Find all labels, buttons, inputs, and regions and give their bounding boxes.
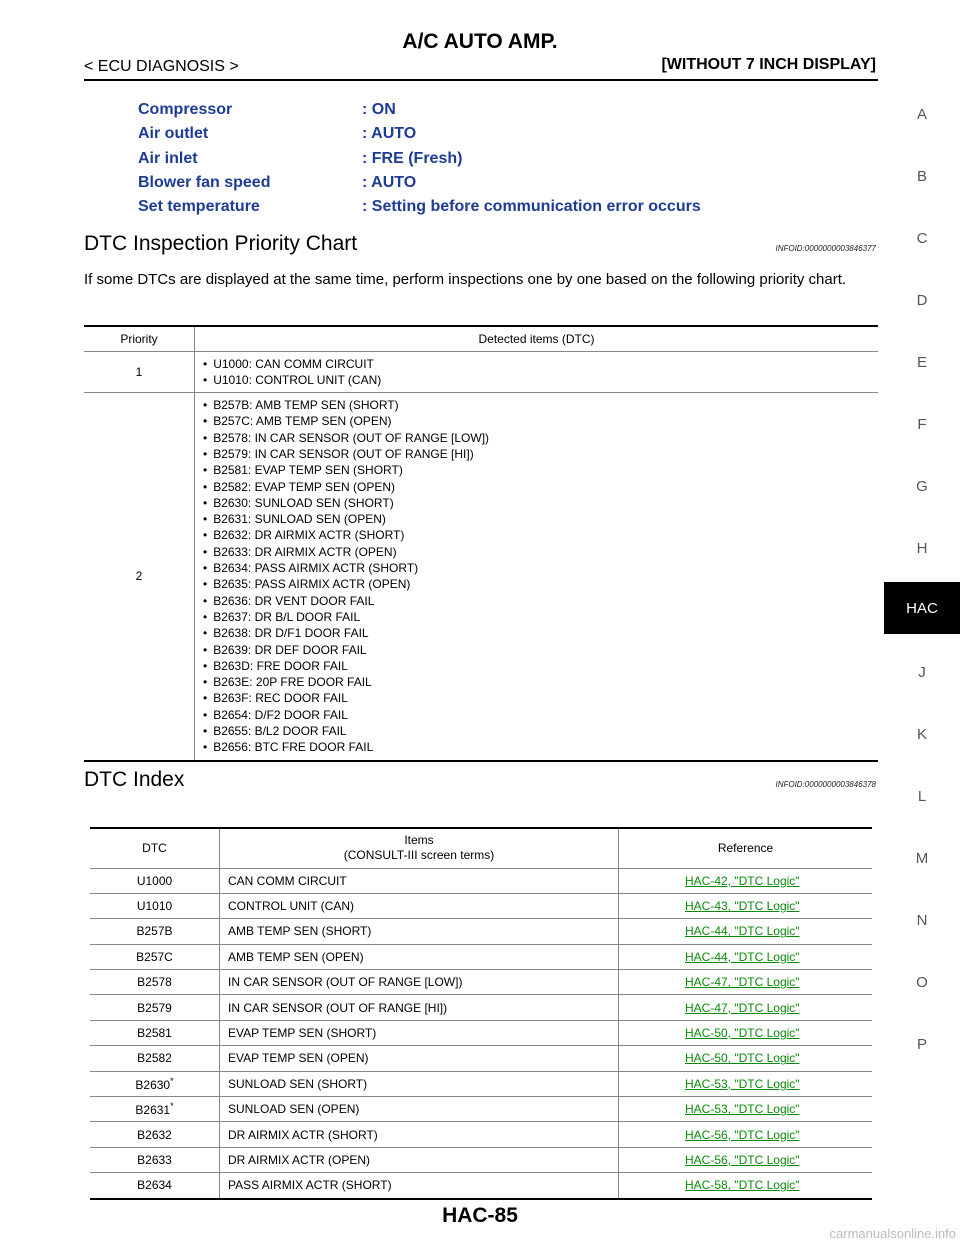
side-tab-e[interactable]: E xyxy=(916,354,927,371)
dtc-code-cell xyxy=(90,970,220,995)
dtc-row xyxy=(90,944,872,969)
dtc-code-cell xyxy=(90,919,220,944)
fail-safe-value: : Setting before communication error occurs xyxy=(362,198,701,216)
priority-chart-heading: DTC Inspection Priority Chart xyxy=(84,232,358,255)
dtc-item-cell: AMB TEMP SEN (SHORT) xyxy=(220,919,619,944)
terms-col-header-line2: (CONSULT-III screen terms) xyxy=(343,848,495,863)
fail-safe-label: Compressor xyxy=(138,101,233,118)
dtc-reference-cell xyxy=(619,1046,873,1071)
dtc-row xyxy=(90,1173,872,1199)
dtc-code-cell xyxy=(90,1173,220,1199)
dtc-item-cell: EVAP TEMP SEN (SHORT) xyxy=(220,1020,619,1045)
condition-label: [WITHOUT 7 INCH DISPLAY] xyxy=(661,56,876,73)
reference-col-header: Reference xyxy=(717,841,774,856)
fail-safe-label: Blower fan speed xyxy=(138,173,271,191)
dtc-item-cell: IN CAR SENSOR (OUT OF RANGE [LOW]) xyxy=(220,970,619,995)
terms-col-header xyxy=(220,828,619,868)
dtc-code: B2632 xyxy=(137,1127,172,1142)
dtc-code-cell xyxy=(90,893,220,918)
page-number: HAC-85 xyxy=(442,1204,518,1227)
dtc-item-cell: DR AIRMIX ACTR (OPEN) xyxy=(220,1147,619,1172)
side-tab-j[interactable]: J xyxy=(918,664,926,681)
detected-item: • B2631: SUNLOAD SEN (OPEN) xyxy=(203,511,878,527)
dtc-code-cell xyxy=(90,1046,220,1071)
dtc-item-cell: CONTROL UNIT (CAN) xyxy=(220,893,619,918)
dtc-reference-cell xyxy=(619,919,873,944)
dtc-reference-link[interactable]: HAC-43, "DTC Logic" xyxy=(685,899,800,914)
dtc-reference-cell xyxy=(619,1071,873,1096)
detected-items-cell xyxy=(195,393,879,761)
fail-safe-value: : ON xyxy=(362,101,396,118)
dtc-footnote-mark: * xyxy=(170,1101,174,1112)
dtc-reference-link[interactable]: HAC-53, "DTC Logic" xyxy=(685,1076,800,1091)
detected-item: • B2656: BTC FRE DOOR FAIL xyxy=(203,739,878,755)
dtc-row xyxy=(90,1097,872,1122)
dtc-code-cell xyxy=(90,1097,220,1122)
detected-item: • B2654: D/F2 DOOR FAIL xyxy=(203,707,878,723)
dtc-reference-link[interactable]: HAC-42, "DTC Logic" xyxy=(685,873,800,888)
dtc-code: B2633 xyxy=(137,1152,172,1167)
dtc-index-heading: DTC Index xyxy=(84,768,185,791)
dtc-code: B2579 xyxy=(137,1000,172,1015)
dtc-item-cell: CAN COMM CIRCUIT xyxy=(220,868,619,893)
dtc-col-header: DTC xyxy=(90,828,220,868)
detected-item: • B257C: AMB TEMP SEN (OPEN) xyxy=(203,413,878,429)
dtc-reference-link[interactable]: HAC-44, "DTC Logic" xyxy=(685,949,800,964)
priority-chart-intro: If some DTCs are displayed at the same time, perform inspections one by one based on the following priority chart. xyxy=(84,271,847,288)
detected-item: • B2638: DR D/F1 DOOR FAIL xyxy=(203,625,878,641)
dtc-reference-link[interactable]: HAC-44, "DTC Logic" xyxy=(685,924,800,939)
watermark-text: carmanualsonline.info xyxy=(829,1226,956,1241)
dtc-code-cell xyxy=(90,1147,220,1172)
dtc-row xyxy=(90,893,872,918)
dtc-reference-cell xyxy=(619,1097,873,1122)
dtc-row xyxy=(90,1071,872,1096)
detected-item: • B257B: AMB TEMP SEN (SHORT) xyxy=(203,397,878,413)
dtc-reference-link[interactable]: HAC-47, "DTC Logic" xyxy=(685,975,800,990)
dtc-reference-cell xyxy=(619,1122,873,1147)
side-tab-g[interactable]: G xyxy=(916,478,928,495)
dtc-code: B2631 xyxy=(135,1103,171,1118)
side-tab-m[interactable]: M xyxy=(915,850,929,867)
items-col-header: Detected items (DTC) xyxy=(478,331,595,346)
fail-safe-label: Set temperature xyxy=(138,198,260,216)
dtc-code-cell xyxy=(90,1071,220,1096)
detected-item: • B2630: SUNLOAD SEN (SHORT) xyxy=(203,495,878,511)
side-tab-d[interactable]: D xyxy=(916,292,928,309)
page-title: A/C AUTO AMP. xyxy=(402,30,558,53)
side-tab-k[interactable]: K xyxy=(916,726,927,743)
priority-row xyxy=(84,393,878,761)
dtc-row xyxy=(90,1147,872,1172)
detected-item: • B2633: DR AIRMIX ACTR (OPEN) xyxy=(203,544,878,560)
priority-row xyxy=(84,351,878,393)
detected-item: • U1010: CONTROL UNIT (CAN) xyxy=(203,372,878,388)
detected-item: • B2639: DR DEF DOOR FAIL xyxy=(203,642,878,658)
priority-table xyxy=(84,325,878,762)
dtc-code: U1000 xyxy=(136,873,173,888)
dtc-reference-cell xyxy=(619,1020,873,1045)
dtc-code-cell xyxy=(90,1122,220,1147)
detected-item: • B2581: EVAP TEMP SEN (SHORT) xyxy=(203,462,878,478)
dtc-row xyxy=(90,1020,872,1045)
dtc-reference-cell xyxy=(619,944,873,969)
dtc-reference-link[interactable]: HAC-47, "DTC Logic" xyxy=(685,1000,800,1015)
priority-cell: 1 xyxy=(84,351,195,393)
dtc-code: B257C xyxy=(136,949,173,964)
dtc-code: B2581 xyxy=(137,1026,172,1041)
dtc-item-cell: DR AIRMIX ACTR (SHORT) xyxy=(220,1122,619,1147)
dtc-item-cell: PASS AIRMIX ACTR (SHORT) xyxy=(220,1173,619,1199)
side-tab-c[interactable]: C xyxy=(916,230,928,247)
side-tab-n[interactable]: N xyxy=(916,912,928,929)
detected-item: • B263F: REC DOOR FAIL xyxy=(203,690,878,706)
dtc-reference-link[interactable]: HAC-56, "DTC Logic" xyxy=(685,1127,800,1142)
detected-items-cell xyxy=(195,351,879,393)
detected-item: • U1000: CAN COMM CIRCUIT xyxy=(203,356,878,372)
priority-cell: 2 xyxy=(84,393,195,761)
detected-item: • B2578: IN CAR SENSOR (OUT OF RANGE [LOW]) xyxy=(203,430,878,446)
detected-item: • B2634: PASS AIRMIX ACTR (SHORT) xyxy=(203,560,878,576)
dtc-code-cell xyxy=(90,868,220,893)
side-tab-f[interactable]: F xyxy=(917,416,927,433)
dtc-code-cell xyxy=(90,995,220,1020)
dtc-reference-cell xyxy=(619,868,873,893)
detected-item: • B2632: DR AIRMIX ACTR (SHORT) xyxy=(203,527,878,543)
dtc-reference-link[interactable]: HAC-58, "DTC Logic" xyxy=(685,1178,800,1193)
fail-safe-label: Air inlet xyxy=(138,149,198,167)
dtc-item-cell: SUNLOAD SEN (OPEN) xyxy=(220,1097,619,1122)
fail-safe-label: Air outlet xyxy=(138,125,209,143)
dtc-row xyxy=(90,995,872,1020)
dtc-reference-cell xyxy=(619,893,873,918)
dtc-code: B257B xyxy=(136,924,173,939)
side-tab-l[interactable]: L xyxy=(917,788,927,805)
detected-item: • B2636: DR VENT DOOR FAIL xyxy=(203,593,878,609)
fail-safe-value: : AUTO xyxy=(362,125,417,143)
header-divider xyxy=(84,79,878,81)
dtc-reference-link[interactable]: HAC-56, "DTC Logic" xyxy=(685,1152,800,1167)
dtc-item-cell: IN CAR SENSOR (OUT OF RANGE [HI]) xyxy=(220,995,619,1020)
dtc-reference-cell xyxy=(619,970,873,995)
dtc-code-cell xyxy=(90,1020,220,1045)
detected-item: • B2655: B/L2 DOOR FAIL xyxy=(203,723,878,739)
dtc-reference-link[interactable]: HAC-53, "DTC Logic" xyxy=(685,1102,800,1117)
dtc-item-cell: AMB TEMP SEN (OPEN) xyxy=(220,944,619,969)
dtc-code: B2634 xyxy=(137,1178,172,1193)
detected-item: • B2582: EVAP TEMP SEN (OPEN) xyxy=(203,479,878,495)
dtc-index-infoid: INFOID:0000000003846378 xyxy=(775,780,876,789)
side-tab-o[interactable]: O xyxy=(916,974,928,991)
dtc-code: U1010 xyxy=(136,899,173,914)
fail-safe-value: : FRE (Fresh) xyxy=(362,149,463,167)
dtc-index-table xyxy=(90,827,872,1200)
dtc-code: B2582 xyxy=(137,1051,172,1066)
dtc-row xyxy=(90,970,872,995)
side-tab-a[interactable]: A xyxy=(916,106,927,123)
dtc-reference-cell xyxy=(619,995,873,1020)
dtc-row xyxy=(90,1046,872,1071)
dtc-reference-cell xyxy=(619,1173,873,1199)
detected-item: • B263D: FRE DOOR FAIL xyxy=(203,658,878,674)
dtc-code: B2630 xyxy=(135,1077,171,1092)
detected-items-list xyxy=(195,393,878,760)
side-tab-b[interactable]: B xyxy=(916,168,927,185)
dtc-row xyxy=(90,1122,872,1147)
dtc-code: B2578 xyxy=(137,975,172,990)
fail-safe-value: : AUTO xyxy=(362,173,417,191)
dtc-footnote-mark: * xyxy=(170,1075,174,1086)
detected-item: • B2637: DR B/L DOOR FAIL xyxy=(203,609,878,625)
dtc-item-cell: SUNLOAD SEN (SHORT) xyxy=(220,1071,619,1096)
side-tab-hac[interactable]: HAC xyxy=(884,582,960,634)
detected-item: • B2635: PASS AIRMIX ACTR (OPEN) xyxy=(203,576,878,592)
priority-col-header: Priority xyxy=(84,326,195,351)
detected-item: • B263E: 20P FRE DOOR FAIL xyxy=(203,674,878,690)
section-label: < ECU DIAGNOSIS > xyxy=(84,58,239,75)
dtc-code-cell xyxy=(90,944,220,969)
detected-item: • B2579: IN CAR SENSOR (OUT OF RANGE [HI]) xyxy=(203,446,878,462)
dtc-reference-link[interactable]: HAC-50, "DTC Logic" xyxy=(685,1026,800,1041)
terms-col-header-line1: Items xyxy=(404,833,434,848)
dtc-item-cell: EVAP TEMP SEN (OPEN) xyxy=(220,1046,619,1071)
dtc-row xyxy=(90,919,872,944)
side-tab-h[interactable]: H xyxy=(916,540,928,557)
dtc-reference-link[interactable]: HAC-50, "DTC Logic" xyxy=(685,1051,800,1066)
detected-items-list xyxy=(195,352,878,393)
dtc-reference-cell xyxy=(619,1147,873,1172)
dtc-row xyxy=(90,868,872,893)
side-tab-p[interactable]: P xyxy=(916,1036,927,1053)
priority-chart-infoid: INFOID:0000000003846377 xyxy=(775,244,876,253)
